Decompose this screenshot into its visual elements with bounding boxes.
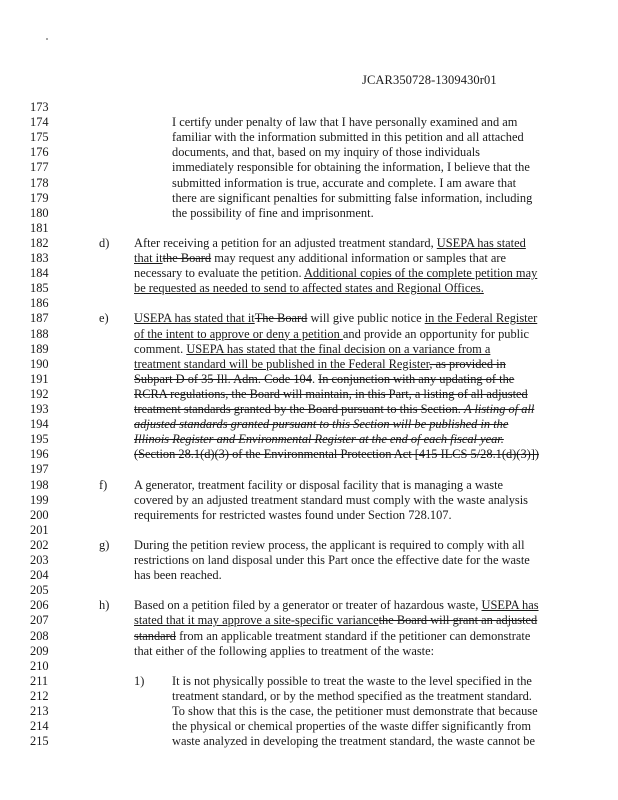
document-line	[0, 236, 618, 251]
line-text	[134, 327, 529, 342]
document-line	[0, 462, 618, 477]
line-text	[134, 568, 222, 583]
line-number: 181	[30, 220, 49, 235]
deleted-text: A listing of all	[464, 402, 535, 416]
deleted-text: (Section 28.1(d)(3) of the Environmental Protection Act [415 ILCS 5/28.1(d)(3)])	[134, 447, 540, 462]
inserted-text: USEPA has stated that it	[134, 311, 255, 326]
text-segment: immediately responsible for obtaining the information, I believe that the	[172, 160, 530, 175]
inserted-text: that it	[134, 251, 163, 265]
line-text	[134, 493, 528, 508]
document-line	[0, 689, 618, 704]
deleted-text: the Board will grant an adjusted	[378, 613, 538, 628]
document-line	[0, 206, 618, 221]
line-text	[172, 206, 374, 221]
text-segment: that either of the following applies to treatment of the waste:	[134, 643, 435, 658]
line-text	[134, 553, 530, 568]
document-line	[0, 674, 618, 689]
line-text	[134, 613, 537, 628]
line-number: 182	[30, 235, 49, 250]
line-number: 193	[30, 402, 49, 416]
line-text	[134, 387, 528, 402]
deleted-text: the Board	[162, 251, 212, 265]
line-text	[172, 115, 517, 130]
line-number: 208	[30, 628, 49, 643]
line-number: 189	[30, 341, 49, 356]
document-line	[0, 644, 618, 659]
document-line	[0, 508, 618, 523]
line-number: 213	[30, 704, 49, 718]
text-segment: It is not physically possible to treat the waste to the level specified in the	[172, 673, 532, 688]
text-segment: waste analyzed in developing the treatment standard, the waste cannot be	[172, 734, 535, 749]
document-line	[0, 613, 618, 628]
line-number: 190	[30, 356, 49, 371]
line-text	[134, 251, 506, 266]
document-line	[0, 372, 618, 387]
text-segment: To show that this is the case, the petitioner must demonstrate that because	[172, 704, 538, 718]
line-number: 191	[30, 371, 49, 386]
line-text	[134, 598, 539, 613]
document-line	[0, 583, 618, 598]
deleted-text: adjusted standards granted pursuant to this Section will be published in the	[134, 417, 509, 432]
deleted-text: , as provided in	[429, 356, 506, 371]
line-number: 206	[30, 598, 49, 613]
document-line	[0, 191, 618, 206]
line-text	[134, 508, 452, 523]
inserted-text: in the Federal Register	[424, 311, 538, 326]
document-line	[0, 115, 618, 130]
text-segment: requirements for restricted wastes found under Section 728.107.	[134, 507, 452, 522]
document-line	[0, 598, 618, 613]
line-text	[172, 191, 532, 206]
inserted-text: be requested as needed to send to affected states and Regional Offices.	[134, 281, 484, 296]
paragraph-label: f)	[99, 477, 108, 492]
text-segment: there are significant penalties for submitting false information, including	[172, 190, 533, 205]
document-line	[0, 493, 618, 508]
text-segment: familiar with the information submitted in this petition and all attached	[172, 130, 524, 145]
line-text	[134, 538, 525, 553]
line-text	[134, 357, 506, 372]
document-line	[0, 281, 618, 296]
line-text	[172, 145, 480, 160]
deleted-text: RCRA regulations, the Board will maintain, in this Part, a listing of all adjusted	[134, 386, 528, 401]
document-line	[0, 659, 618, 674]
text-segment: submitted information is true, accurate and complete. I am aware that	[172, 175, 517, 190]
text-segment: the physical or chemical properties of the waste differ significantly from	[172, 719, 531, 734]
document-line	[0, 629, 618, 644]
inserted-text: treatment standard will be published in the Federal Register	[134, 356, 430, 371]
line-number: 185	[30, 281, 49, 296]
line-number: 178	[30, 175, 49, 190]
deleted-text: Illinois Register and Environmental Register at the end of each fiscal year.	[134, 432, 504, 447]
document-line	[0, 417, 618, 432]
line-number: 179	[30, 190, 49, 205]
text-segment: and provide an opportunity for public	[342, 326, 530, 341]
line-number: 183	[30, 251, 49, 265]
line-number: 176	[30, 145, 49, 160]
line-text	[134, 342, 490, 357]
scan-speck	[46, 38, 48, 40]
text-segment: documents, and that, based on my inquiry of those individuals	[172, 145, 480, 160]
line-text	[172, 719, 531, 734]
document-line	[0, 100, 618, 115]
text-segment: may request any additional information or samples that are	[211, 251, 506, 265]
line-text	[134, 629, 530, 644]
document-line	[0, 523, 618, 538]
line-number: 205	[30, 583, 49, 598]
line-number: 207	[30, 613, 49, 628]
line-text	[134, 266, 537, 281]
inserted-text: USEPA has	[481, 598, 539, 613]
line-number: 174	[30, 115, 49, 130]
line-number: 202	[30, 537, 49, 552]
text-segment: I certify under penalty of law that I have personally examined and am	[172, 115, 518, 130]
line-text	[172, 674, 532, 689]
line-text	[134, 644, 434, 659]
text-segment: A generator, treatment facility or disposal facility that is managing a waste	[134, 477, 504, 492]
line-number: 201	[30, 522, 49, 537]
document-line	[0, 447, 618, 462]
document-line	[0, 130, 618, 145]
line-number: 194	[30, 417, 49, 432]
document-line	[0, 568, 618, 583]
document-line	[0, 160, 618, 175]
line-number: 180	[30, 205, 49, 220]
line-text	[172, 689, 532, 704]
line-number: 187	[30, 311, 49, 326]
text-segment: .	[311, 371, 319, 386]
document-line	[0, 387, 618, 402]
line-text	[172, 176, 516, 191]
text-segment: treatment standard, or by the method specified as the treatment standard.	[172, 688, 532, 703]
line-number: 199	[30, 492, 49, 507]
document-line	[0, 342, 618, 357]
document-line	[0, 221, 618, 236]
document-line	[0, 266, 618, 281]
line-text	[134, 372, 514, 387]
line-number: 209	[30, 643, 49, 658]
document-line	[0, 538, 618, 553]
line-text	[134, 281, 484, 296]
paragraph-label: 1)	[134, 673, 145, 688]
line-text	[134, 402, 534, 417]
line-number: 196	[30, 447, 49, 462]
line-number: 203	[30, 553, 49, 567]
paragraph-label: e)	[99, 311, 109, 326]
deleted-text: Subpart D of 35 Ill. Adm. Code 104	[134, 371, 312, 386]
line-number: 186	[30, 296, 49, 311]
text-segment: After receiving a petition for an adjusted treatment standard,	[134, 235, 437, 250]
line-number: 188	[30, 326, 49, 341]
line-number: 184	[30, 266, 49, 281]
document-line	[0, 734, 618, 749]
line-number: 214	[30, 719, 49, 734]
deleted-text: The Board	[254, 311, 308, 326]
line-text	[172, 160, 530, 175]
document-line	[0, 251, 618, 266]
line-number: 215	[30, 734, 49, 749]
line-text	[134, 432, 504, 447]
line-number: 195	[30, 432, 49, 447]
document-line	[0, 311, 618, 326]
deleted-text: standard	[134, 628, 176, 643]
document-line	[0, 553, 618, 568]
paragraph-label: h)	[99, 598, 110, 613]
line-text	[134, 236, 526, 251]
line-text	[134, 478, 503, 493]
line-text	[172, 704, 538, 719]
paragraph-label: g)	[99, 537, 110, 552]
line-number: 177	[30, 160, 49, 175]
deleted-text: treatment standards granted by the Board pursuant to this Section.	[134, 402, 464, 416]
document-line	[0, 145, 618, 160]
text-segment: from an applicable treatment standard if the petitioner can demonstrate	[175, 628, 531, 643]
line-number: 204	[30, 568, 49, 583]
line-text	[172, 130, 524, 145]
document-line	[0, 357, 618, 372]
deleted-text: In conjunction with any updating of the	[318, 371, 515, 386]
document-line	[0, 176, 618, 191]
inserted-text: of the intent to approve or deny a petition	[134, 326, 343, 341]
line-number: 212	[30, 688, 49, 703]
text-segment: necessary to evaluate the petition.	[134, 266, 304, 281]
document-line	[0, 704, 618, 719]
line-number: 173	[30, 100, 49, 114]
text-segment: restrictions on land disposal under this Part once the effective date for the waste	[134, 553, 530, 567]
text-segment: has been reached.	[134, 568, 222, 583]
paragraph-label: d)	[99, 235, 110, 250]
document-id-header: JCAR350728-1309430r01	[362, 73, 497, 87]
line-number: 198	[30, 477, 49, 492]
line-text	[172, 734, 535, 749]
inserted-text: USEPA has stated that the final decision on a variance from a	[186, 341, 491, 356]
line-text	[134, 417, 508, 432]
inserted-text: Additional copies of the complete petition may	[303, 266, 538, 281]
document-line	[0, 432, 618, 447]
text-segment: Based on a petition filed by a generator or treater of hazardous waste,	[134, 598, 482, 613]
document-line	[0, 327, 618, 342]
text-segment: comment.	[134, 341, 187, 356]
document-line	[0, 402, 618, 417]
document-line	[0, 478, 618, 493]
inserted-text: stated that it may approve a site-specific variance	[134, 613, 379, 628]
document-line	[0, 296, 618, 311]
text-segment: During the petition review process, the applicant is required to comply with all	[134, 537, 525, 552]
line-number: 197	[30, 462, 49, 477]
line-text	[134, 447, 539, 462]
text-segment: will give public notice	[307, 311, 425, 326]
line-text	[134, 311, 537, 326]
line-number: 175	[30, 130, 49, 145]
line-number: 200	[30, 507, 49, 522]
text-segment: the possibility of fine and imprisonment.	[172, 205, 374, 220]
document-line	[0, 719, 618, 734]
line-number: 211	[30, 673, 49, 688]
inserted-text: USEPA has stated	[436, 235, 526, 250]
text-segment: covered by an adjusted treatment standard must comply with the waste analysis	[134, 492, 528, 507]
line-number: 210	[30, 658, 49, 673]
line-number: 192	[30, 386, 49, 401]
